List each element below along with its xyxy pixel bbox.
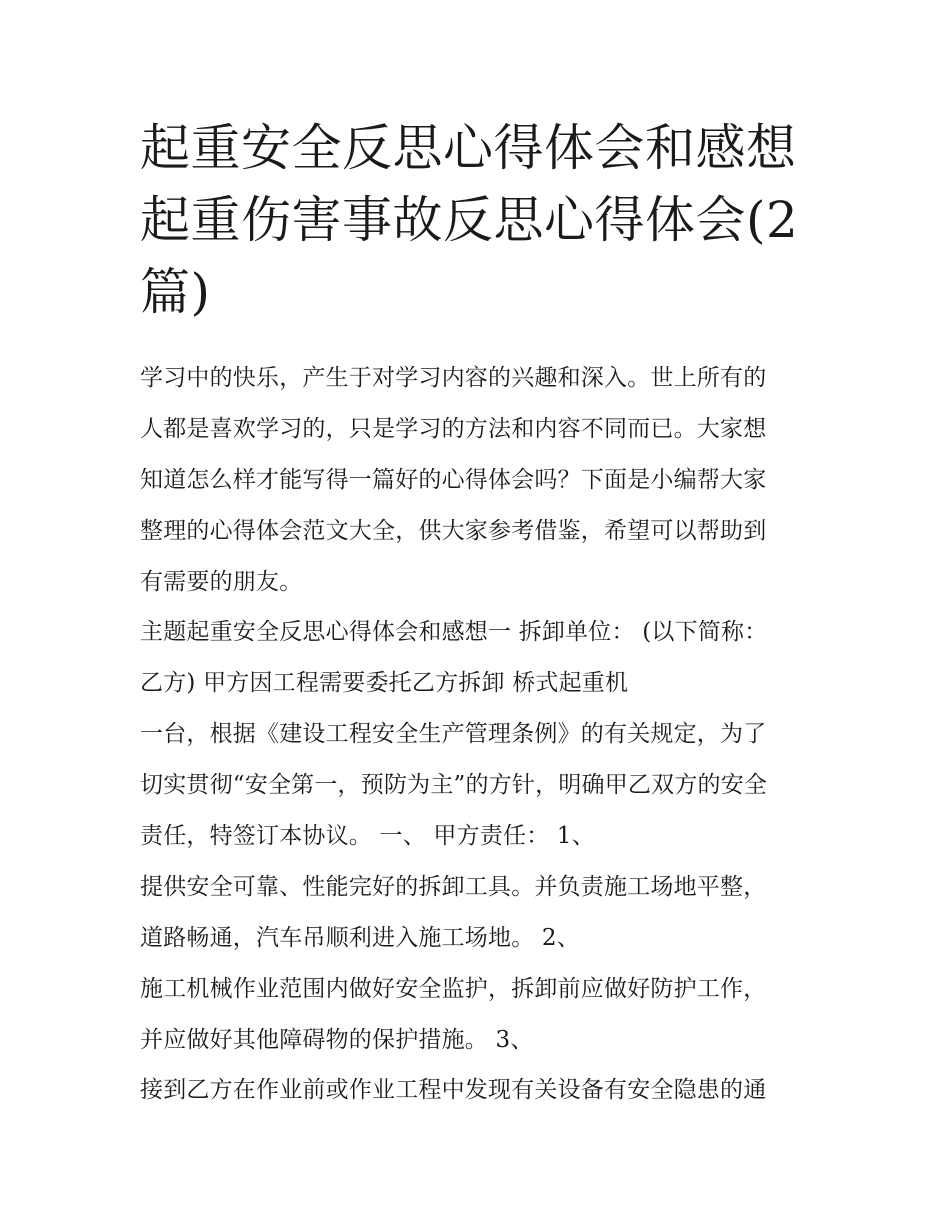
document-title <box>140 112 820 328</box>
document-body <box>140 353 820 1116</box>
body-line: 知道怎么样才能写得一篇好的心得体会吗？下面是小编帮大家 <box>140 466 767 493</box>
body-line: 责任，特签订本协议。 一、 甲方责任： 1、 <box>140 823 595 850</box>
document-page <box>140 0 820 1229</box>
body-line: 接到乙方在作业前或作业工程中发现有关设备有安全隐患的通 <box>140 1077 767 1104</box>
body-line: 并应做好其他障碍物的保护措施。 3、 <box>140 1026 534 1053</box>
body-line: 学习中的快乐，产生于对学习内容的兴趣和深入。世上所有的 <box>140 365 767 391</box>
body-line: 有需要的朋友。 <box>140 568 303 595</box>
body-line: 主题起重安全反思心得体会和感想一 拆卸单位： (以下简称： <box>140 619 768 646</box>
title-line-1: 起重安全反思心得体会和感想 <box>140 119 797 177</box>
body-line: 整理的心得体会范文大全，供大家参考借鉴，希望可以帮助到 <box>140 517 767 544</box>
title-line-3: 篇) <box>140 263 211 321</box>
body-line: 提供安全可靠、性能完好的拆卸工具。并负责施工场地平整， <box>140 873 767 900</box>
body-line: 施工机械作业范围内做好安全监护，拆卸前应做好防护工作， <box>140 975 767 1002</box>
body-line: 一台，根据《建设工程安全生产管理条例》的有关规定，为了 <box>140 721 767 748</box>
body-line: 道路畅通，汽车吊顺利进入施工场地。 2、 <box>140 924 580 951</box>
body-line: 切实贯彻“安全第一，预防为主”的方针，明确甲乙双方的安全 <box>140 772 768 799</box>
body-line: 人都是喜欢学习的，只是学习的方法和内容不同而已。大家想 <box>140 415 767 442</box>
title-line-2: 起重伤害事故反思心得体会(2 <box>140 191 799 249</box>
body-line: 乙方) 甲方因工程需要委托乙方拆卸 桥式起重机 <box>140 670 629 697</box>
